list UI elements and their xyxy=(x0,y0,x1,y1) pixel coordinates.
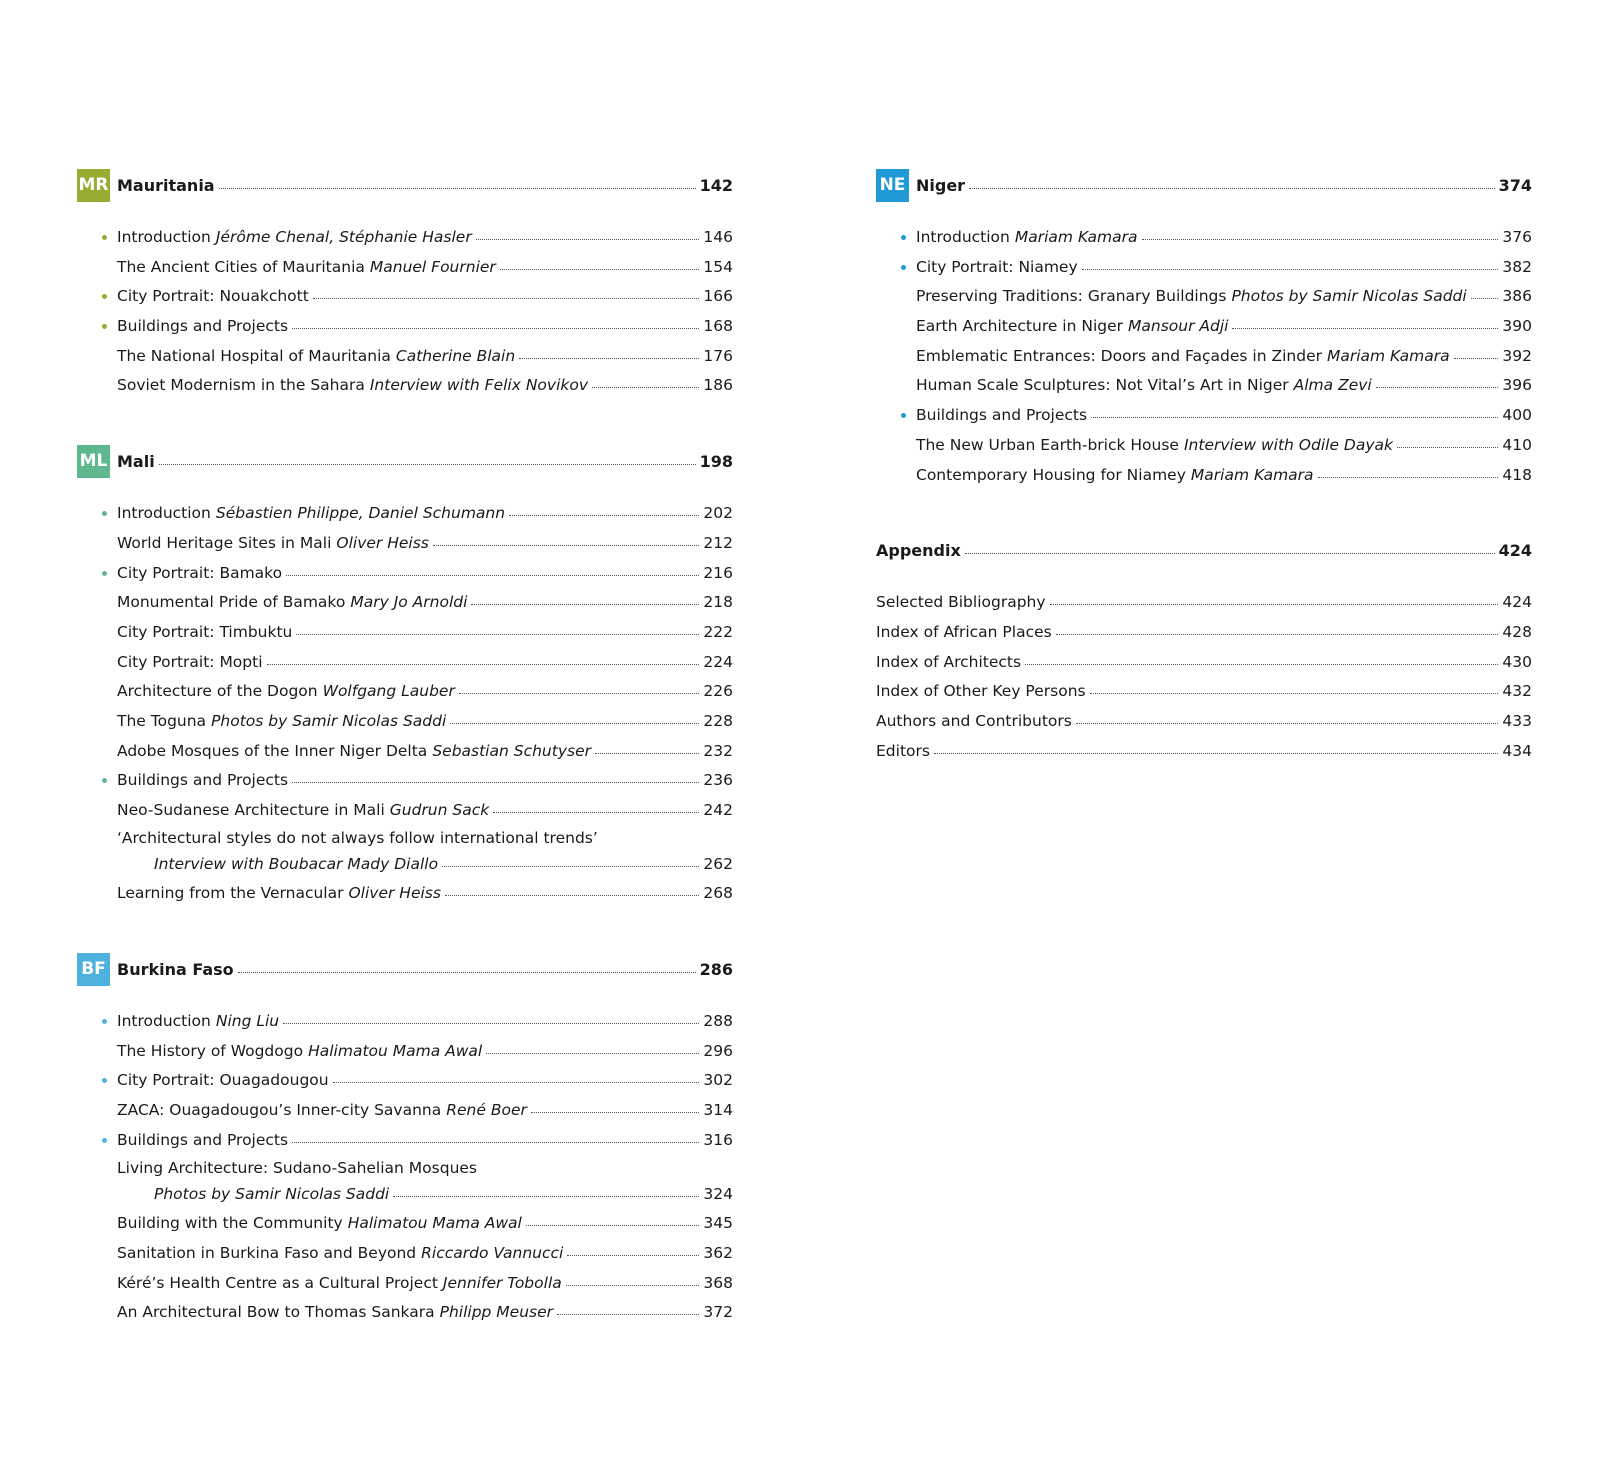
bullet-dot-icon xyxy=(901,413,906,418)
entry-page-number: 314 xyxy=(703,1101,733,1120)
dot-leader xyxy=(450,722,699,724)
toc-entry[interactable] xyxy=(117,1298,733,1328)
entry-page-number: 154 xyxy=(703,257,733,276)
entry-title: Emblematic Entrances: Doors and Façades in Zinder xyxy=(916,346,1322,365)
entry-title: Contemporary Housing for Niamey xyxy=(916,465,1186,484)
dot-leader xyxy=(1056,633,1499,635)
entry-title: City Portrait: Nouakchott xyxy=(117,287,309,306)
entry-page-number: 434 xyxy=(1502,741,1532,760)
entry-page-number: 372 xyxy=(703,1303,733,1322)
country-code-badge: NE xyxy=(876,169,909,202)
dot-leader xyxy=(1318,476,1499,478)
section-heading[interactable] xyxy=(77,168,733,202)
dot-leader xyxy=(557,1313,699,1315)
toc-section xyxy=(77,168,733,401)
dot-leader xyxy=(292,1141,699,1143)
entry-author: Interview with Boubacar Mady Diallo xyxy=(154,854,439,873)
entry-page-number: 168 xyxy=(703,317,733,336)
entry-author: Riccardo Vannucci xyxy=(421,1243,564,1262)
entry-author: René Boer xyxy=(446,1101,527,1120)
entry-author: Interview with Odile Dayak xyxy=(1183,435,1393,454)
entry-title: Learning from the Vernacular xyxy=(117,884,344,903)
entry-title: Editors xyxy=(876,741,930,760)
entry-title: Introduction xyxy=(117,228,211,246)
entry-title: Adobe Mosques of the Inner Niger Delta xyxy=(117,741,428,760)
toc-entry[interactable] xyxy=(876,707,1532,737)
entry-page-number: 268 xyxy=(703,884,733,903)
entry-author: Halimatou Mama Awal xyxy=(308,1041,483,1060)
entry-page-number: 345 xyxy=(703,1214,733,1233)
dot-leader xyxy=(1397,446,1498,448)
entry-page-number: 288 xyxy=(703,1012,733,1031)
entry-page-number: 430 xyxy=(1502,652,1532,671)
dot-leader xyxy=(267,663,700,665)
entry-page-number: 368 xyxy=(703,1273,733,1292)
entry-page-number: 376 xyxy=(1502,228,1532,246)
entry-page-number: 432 xyxy=(1502,682,1532,701)
section-title: Mauritania xyxy=(117,175,215,195)
section-page-number: 198 xyxy=(699,451,733,471)
toc-section xyxy=(876,533,1532,766)
entry-title: Selected Bibliography xyxy=(876,593,1046,612)
entry-page-number: 424 xyxy=(1502,593,1532,612)
toc-entry[interactable] xyxy=(916,371,1532,401)
toc-entry[interactable] xyxy=(916,282,1532,312)
bullet-dot-icon xyxy=(102,1138,107,1143)
dot-leader xyxy=(519,357,699,359)
dot-leader xyxy=(509,514,699,516)
entry-author: Manuel Fournier xyxy=(369,257,496,276)
dot-leader xyxy=(1076,722,1499,724)
entry-title: Preserving Traditions: Granary Buildings xyxy=(916,287,1227,306)
toc-entry[interactable] xyxy=(876,737,1532,767)
entry-title: Neo-Sudanese Architecture in Mali xyxy=(117,801,385,819)
toc-entry[interactable] xyxy=(117,282,733,312)
section-page-number: 286 xyxy=(699,959,733,979)
dot-leader xyxy=(567,1254,699,1256)
section-heading-row xyxy=(117,176,733,195)
toc-entry[interactable] xyxy=(117,253,733,283)
dot-leader xyxy=(493,811,699,813)
entry-title: Architecture of the Dogon xyxy=(117,682,318,701)
dot-leader xyxy=(442,865,699,867)
toc-entry-list xyxy=(876,588,1532,766)
entry-title: City Portrait: Mopti xyxy=(117,652,263,671)
toc-entry-list xyxy=(77,223,733,401)
toc-entry-list xyxy=(876,223,1532,490)
entry-author: Mariam Kamara xyxy=(1190,465,1314,484)
entry-title: Index of Other Key Persons xyxy=(876,682,1086,701)
dot-leader xyxy=(471,603,699,605)
entry-title-line xyxy=(117,826,733,850)
toc-left-column xyxy=(77,168,733,1371)
section-heading-row xyxy=(117,452,733,471)
entry-title: The Toguna xyxy=(117,711,207,730)
entry-page-number: 226 xyxy=(703,682,733,701)
toc-entry[interactable] xyxy=(916,253,1532,283)
dot-leader xyxy=(1091,416,1498,418)
entry-author-line xyxy=(117,1180,733,1210)
toc-entry[interactable] xyxy=(916,312,1532,342)
toc-entry[interactable] xyxy=(876,618,1532,648)
entry-author: Sebastian Schutyser xyxy=(432,741,591,760)
dot-leader xyxy=(333,1081,700,1083)
entry-title: Index of African Places xyxy=(876,622,1052,641)
dot-leader xyxy=(238,971,696,973)
dot-leader xyxy=(1454,357,1499,359)
toc-entry[interactable] xyxy=(117,707,733,737)
entry-page-number: 218 xyxy=(703,593,733,612)
country-code-badge: MR xyxy=(77,169,110,202)
toc-entry[interactable] xyxy=(916,223,1532,253)
entry-author: Mariam Kamara xyxy=(1326,346,1450,365)
toc-entry[interactable] xyxy=(876,677,1532,707)
entry-author: Mariam Kamara xyxy=(1014,228,1138,246)
toc-entry[interactable] xyxy=(916,431,1532,461)
entry-page-number: 386 xyxy=(1502,287,1532,306)
entry-page-number: 176 xyxy=(703,346,733,365)
section-title: Appendix xyxy=(876,540,961,560)
toc-entry[interactable] xyxy=(117,1066,733,1096)
entry-title: City Portrait: Bamako xyxy=(117,563,283,582)
toc-entry[interactable] xyxy=(117,529,733,559)
entry-title: Human Scale Sculptures: Not Vital’s Art in Niger xyxy=(916,376,1289,395)
entry-title-line xyxy=(117,1156,733,1180)
dot-leader xyxy=(1232,327,1498,329)
bullet-dot-icon xyxy=(102,1019,107,1024)
entry-title: Earth Architecture in Niger xyxy=(916,317,1124,336)
section-heading-row xyxy=(876,541,1532,560)
entry-page-number: 242 xyxy=(703,801,733,819)
dot-leader xyxy=(393,1195,699,1197)
entry-title: Buildings and Projects xyxy=(117,1130,289,1149)
toc-entry[interactable] xyxy=(117,879,733,909)
section-heading[interactable] xyxy=(876,168,1532,202)
entry-page-number: 396 xyxy=(1502,376,1532,395)
entry-page-number: 186 xyxy=(703,376,733,395)
dot-leader xyxy=(969,187,1495,189)
entry-author: Oliver Heiss xyxy=(348,884,441,903)
entry-page-number: 418 xyxy=(1502,465,1532,484)
toc-entry[interactable] xyxy=(117,1007,733,1037)
entry-author: Photos by Samir Nicolas Saddi xyxy=(154,1184,390,1203)
entry-author: Jennifer Tobolla xyxy=(442,1273,562,1292)
dot-leader xyxy=(1376,386,1499,388)
entry-page-number: 362 xyxy=(703,1243,733,1262)
toc-entry[interactable] xyxy=(117,796,733,826)
toc-entry[interactable] xyxy=(117,223,733,253)
entry-page-number: 236 xyxy=(703,771,733,790)
dot-leader xyxy=(219,187,696,189)
entry-author: Mary Jo Arnoldi xyxy=(350,593,468,612)
section-heading[interactable] xyxy=(876,533,1532,567)
toc-entry-list xyxy=(77,499,733,909)
dot-leader xyxy=(1471,297,1499,299)
section-heading[interactable] xyxy=(77,444,733,478)
country-code-badge: BF xyxy=(77,953,110,986)
toc-entry[interactable] xyxy=(117,1037,733,1067)
entry-title: Living Architecture: Sudano-Sahelian Mosques xyxy=(117,1158,478,1177)
entry-title: Soviet Modernism in the Sahara xyxy=(117,376,365,395)
entry-page-number: 232 xyxy=(703,741,733,760)
dot-leader xyxy=(445,894,699,896)
entry-page-number: 222 xyxy=(703,622,733,641)
dot-leader xyxy=(296,633,699,635)
dot-leader xyxy=(965,552,1495,554)
section-page-number: 142 xyxy=(699,175,733,195)
toc-entry[interactable] xyxy=(117,1156,733,1210)
entry-author: Catherine Blain xyxy=(395,346,516,365)
entry-title: Introduction xyxy=(916,228,1010,246)
dot-leader xyxy=(433,544,700,546)
toc-entry[interactable] xyxy=(117,342,733,372)
entry-page-number: 212 xyxy=(703,533,733,552)
section-heading[interactable] xyxy=(77,952,733,986)
entry-title: Building with the Community xyxy=(117,1214,343,1233)
toc-entry[interactable] xyxy=(117,499,733,529)
toc-entry[interactable] xyxy=(117,1269,733,1299)
dot-leader xyxy=(500,268,700,270)
entry-title: ZACA: Ouagadougou’s Inner-city Savanna xyxy=(117,1101,442,1120)
bullet-dot-icon xyxy=(102,511,107,516)
toc-entry[interactable] xyxy=(117,737,733,767)
dot-leader xyxy=(1090,692,1499,694)
entry-title: Buildings and Projects xyxy=(117,771,289,790)
dot-leader xyxy=(292,781,699,783)
toc-entry[interactable] xyxy=(916,461,1532,491)
toc-entry[interactable] xyxy=(876,588,1532,618)
dot-leader xyxy=(566,1284,700,1286)
section-page-number: 374 xyxy=(1498,175,1532,195)
entry-page-number: 166 xyxy=(703,287,733,306)
section-heading-row xyxy=(916,176,1532,195)
entry-title: City Portrait: Timbuktu xyxy=(117,622,293,641)
entry-title: The Ancient Cities of Mauritania xyxy=(117,257,365,276)
toc-section xyxy=(77,444,733,909)
entry-page-number: 302 xyxy=(703,1071,733,1090)
entry-page-number: 410 xyxy=(1502,435,1532,454)
toc-section xyxy=(876,168,1532,490)
bullet-dot-icon xyxy=(901,235,906,240)
bullet-dot-icon xyxy=(102,778,107,783)
toc-entry[interactable] xyxy=(117,1209,733,1239)
entry-author: Gudrun Sack xyxy=(389,801,490,819)
entry-author: Mansour Adji xyxy=(1128,317,1229,336)
entry-author: Photos by Samir Nicolas Saddi xyxy=(1231,287,1467,306)
section-page-number: 424 xyxy=(1498,540,1532,560)
dot-leader xyxy=(1082,268,1499,270)
entry-author-line xyxy=(117,850,733,880)
dot-leader xyxy=(459,692,700,694)
entry-page-number: 224 xyxy=(703,652,733,671)
toc-entry[interactable] xyxy=(117,766,733,796)
toc-entry[interactable] xyxy=(117,1096,733,1126)
entry-author: Sébastien Philippe, Daniel Schumann xyxy=(215,504,506,523)
entry-author: Ning Liu xyxy=(215,1012,280,1031)
dot-leader xyxy=(313,297,700,299)
toc-entry[interactable] xyxy=(117,648,733,678)
entry-page-number: 433 xyxy=(1502,711,1532,730)
entry-title: City Portrait: Niamey xyxy=(916,257,1078,276)
entry-author: Halimatou Mama Awal xyxy=(347,1214,522,1233)
section-title: Niger xyxy=(916,175,966,195)
entry-page-number: 262 xyxy=(703,854,733,873)
bullet-dot-icon xyxy=(102,235,107,240)
entry-author: Photos by Samir Nicolas Saddi xyxy=(211,711,447,730)
toc-entry[interactable] xyxy=(117,1239,733,1269)
toc-entry[interactable] xyxy=(117,312,733,342)
entry-title: City Portrait: Ouagadougou xyxy=(117,1071,329,1090)
toc-entry[interactable] xyxy=(117,559,733,589)
entry-page-number: 146 xyxy=(703,228,733,246)
entry-page-number: 400 xyxy=(1502,406,1532,425)
entry-title: The New Urban Earth-brick House xyxy=(916,435,1179,454)
entry-page-number: 390 xyxy=(1502,317,1532,336)
dot-leader xyxy=(1025,663,1498,665)
entry-page-number: 202 xyxy=(703,504,733,523)
entry-title: Introduction xyxy=(117,504,211,523)
toc-entry[interactable] xyxy=(916,342,1532,372)
toc-entry-list xyxy=(77,1007,733,1328)
entry-title: Kéré’s Health Centre as a Cultural Project xyxy=(117,1273,438,1292)
entry-title: ‘Architectural styles do not always follow international trends’ xyxy=(117,828,598,847)
dot-leader xyxy=(595,752,699,754)
toc-right-column xyxy=(876,168,1532,809)
bullet-dot-icon xyxy=(102,294,107,299)
toc-entry[interactable] xyxy=(117,1126,733,1156)
dot-leader xyxy=(531,1111,700,1113)
toc-section xyxy=(77,952,733,1328)
dot-leader xyxy=(286,574,699,576)
entry-page-number: 228 xyxy=(703,711,733,730)
dot-leader xyxy=(1142,238,1499,240)
bullet-dot-icon xyxy=(102,1078,107,1083)
toc-entry[interactable] xyxy=(117,618,733,648)
entry-author: Interview with Felix Novikov xyxy=(369,376,589,395)
entry-page-number: 392 xyxy=(1502,346,1532,365)
toc-entry[interactable] xyxy=(117,588,733,618)
entry-page-number: 216 xyxy=(703,563,733,582)
entry-author: Oliver Heiss xyxy=(336,533,429,552)
dot-leader xyxy=(1050,603,1499,605)
entry-title: The National Hospital of Mauritania xyxy=(117,346,391,365)
country-code-badge: ML xyxy=(77,445,110,478)
dot-leader xyxy=(283,1022,699,1024)
section-heading-row xyxy=(117,960,733,979)
dot-leader xyxy=(159,463,696,465)
entry-page-number: 324 xyxy=(703,1184,733,1203)
dot-leader xyxy=(526,1224,700,1226)
toc-entry[interactable] xyxy=(916,401,1532,431)
entry-title: Sanitation in Burkina Faso and Beyond xyxy=(117,1243,417,1262)
bullet-dot-icon xyxy=(102,324,107,329)
entry-page-number: 428 xyxy=(1502,622,1532,641)
dot-leader xyxy=(292,327,699,329)
entry-title: Index of Architects xyxy=(876,652,1022,671)
entry-title: Introduction xyxy=(117,1012,211,1031)
entry-title: Monumental Pride of Bamako xyxy=(117,593,346,612)
toc-entry[interactable] xyxy=(117,677,733,707)
entry-page-number: 316 xyxy=(703,1130,733,1149)
section-title: Burkina Faso xyxy=(117,959,234,979)
entry-title: World Heritage Sites in Mali xyxy=(117,533,332,552)
dot-leader xyxy=(476,238,700,240)
entry-title: The History of Wogdogo xyxy=(117,1041,304,1060)
section-title: Mali xyxy=(117,451,155,471)
dot-leader xyxy=(486,1052,699,1054)
toc-entry[interactable] xyxy=(117,826,733,880)
entry-title: An Architectural Bow to Thomas Sankara xyxy=(117,1303,435,1322)
entry-page-number: 382 xyxy=(1502,257,1532,276)
entry-author: Alma Zevi xyxy=(1293,376,1372,395)
entry-author: Philipp Meuser xyxy=(439,1303,554,1322)
entry-author: Wolfgang Lauber xyxy=(322,682,455,701)
toc-entry[interactable] xyxy=(876,648,1532,678)
entry-title: Authors and Contributors xyxy=(876,711,1072,730)
dot-leader xyxy=(592,386,699,388)
entry-title: Buildings and Projects xyxy=(916,406,1088,425)
bullet-dot-icon xyxy=(102,571,107,576)
entry-author: Jérôme Chenal, Stéphanie Hasler xyxy=(215,228,472,246)
bullet-dot-icon xyxy=(901,265,906,270)
entry-title: Buildings and Projects xyxy=(117,317,289,336)
toc-entry[interactable] xyxy=(117,371,733,401)
dot-leader xyxy=(934,752,1498,754)
entry-page-number: 296 xyxy=(703,1041,733,1060)
